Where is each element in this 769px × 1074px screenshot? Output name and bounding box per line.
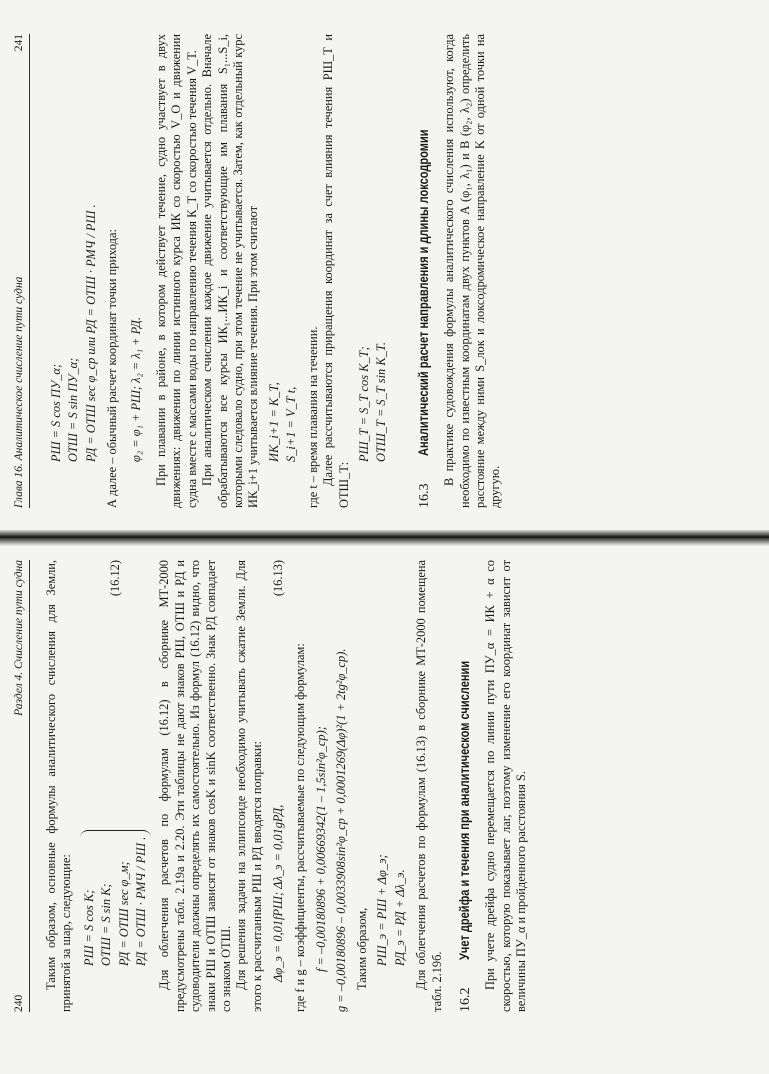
paragraph: Для облегчения расчетов по формулам (16.13) в сборнике МТ-2000 помещена табл. 2.19б. — [414, 560, 444, 1012]
paragraph: При аналитическом счислении каждое движение учитывается отдельно. Вначале обрабатываются все курсы ИК₁...ИК_i и соответствующие им плавания S₁...S_i, которыми следовало судно, при этом течение не учитывается. Затем, как отдельный курс ИК_i+1 учитывается влияние течения. При этом считают — [200, 34, 261, 508]
section-heading — [457, 560, 473, 1012]
left-page-header — [12, 560, 30, 1012]
paragraph: где f и g – коэффициенты, рассчитываемые по следующим формулам: — [292, 643, 307, 1012]
formula-system — [80, 560, 152, 1012]
formula-system — [49, 34, 99, 508]
running-head: Раздел 4. Счисление пути судна — [13, 560, 25, 716]
formula: РШ = S cos K; — [81, 889, 96, 966]
paragraph: где t – время плавания на течении. — [305, 326, 320, 508]
page-number: 240 — [13, 994, 25, 1012]
formula: ОТШ = S sin K; — [99, 883, 114, 966]
formula-system — [267, 34, 300, 508]
paragraph: В практике судовождения формулы аналитического счисления используют, когда необходимо по известным координатам двух пунктов A (φ₁, λ₁) и B (φ₂, λ₂) определить расстояние между ними S_лок и локсодромическое направление K от одной точки на другую. — [442, 34, 503, 508]
formula: РД_э = РД + Δλ_э. — [392, 869, 407, 966]
section-heading — [416, 34, 432, 508]
running-head: Глава 16. Аналитическое счисление пути судна — [13, 276, 25, 508]
section-number: 16.2 — [457, 987, 473, 1012]
formula-system — [357, 34, 390, 508]
formula: g = –0,00180896 – 0,0033908sin²φ_ср + 0,0001269(Δφ)²(1 + 2tg²φ_ср). — [333, 648, 348, 1012]
formula: РД = ОТШ sec φ_м; — [116, 861, 131, 966]
equation-number: (16.12) — [107, 560, 122, 597]
formula: ОТШ_Т = S_Т sin К_Т. — [374, 342, 389, 462]
formula-system — [375, 560, 408, 1012]
page-number: 241 — [13, 34, 25, 52]
formula: S_i+1 = V_Т t, — [284, 386, 299, 462]
left-page — [0, 542, 769, 1074]
formula: РШ = S cos ПУ_α; — [49, 363, 63, 462]
formula-text: Δφ_э = 0,01fРШ; Δλ_э = 0,01gРД, — [271, 804, 286, 982]
paragraph: Таким образом, основные формулы аналитического счисления для Земли, принятой за шар, следующие: — [44, 560, 74, 1012]
paragraph: При учете дрейфа судно перемещается по линии пути ПУ_α = ИК + α со скоростью, которую показывает лаг, поэтому изменение его координат зависит от величины ПУ_α и пройденного расстояния S. — [483, 560, 529, 1012]
formula: РД = ОТШ · РМЧ / РШ . — [134, 836, 149, 966]
formula: f = –0,00180896 + 0,00669342(1 – 1,5sin²φ_ср); — [314, 726, 329, 972]
section-number: 16.3 — [416, 483, 432, 508]
formula: РШ_Т = S_Т cos К_Т; — [356, 346, 371, 462]
equation-number: (16.13) — [271, 560, 286, 597]
right-page — [0, 0, 769, 534]
section-title: Учет дрейфа и течения при аналитическом счислении — [456, 660, 472, 960]
paragraph: Для решения задачи на эллипсоиде необходимо учитывать сжатие Земли. Для этого к рассчитанным РШ и РД вводятся поправки: — [234, 560, 264, 1012]
paragraph: Для облегчения расчетов по формулам (16.12) в сборнике МТ-2000 предусмотрены табл. 2.19а и 2.20. Эти таблицы не дают знаков РШ, ОТШ и РД и судоводители должны определять их самостоятельно. Из формул (16.12) видно, что знаки РШ и ОТШ зависят от знаков cosK и sinK соответственно. Знак РД совпадает со знаком ОТШ. — [157, 560, 234, 1012]
formula: ОТШ = S sin ПУ_α; — [66, 357, 81, 462]
paragraph: При плавании в районе, в котором действует течение, судно участвует в двух движениях: движении по линии истинного курса ИК со скоростью V_О и движении судна вместе с массами воды по направлению течения К_Т со скоростью течения V_Т. — [154, 34, 199, 508]
paragraph: Далее рассчитываются приращения координат за счет влияния течения РШ_Т и ОТШ_Т: — [321, 34, 351, 508]
formula: РШ_э = РШ + Δφ_э; — [375, 854, 390, 966]
formula: φ₂ = φ₁ + РШ; λ₂ = λ₁ + РД. — [128, 317, 143, 462]
formula: ИК_i+1 = К_Т, — [266, 382, 281, 462]
section-title: Аналитический расчет направления и длины локсодромии — [415, 129, 431, 456]
formula: РД = ОТШ sec φ_ср или РД = ОТШ · РМЧ / РШ . — [83, 204, 98, 462]
right-page-header — [12, 34, 30, 508]
paragraph: А далее – обычный расчет координат точки прихода: — [105, 229, 120, 508]
paragraph: Таким образом, — [354, 907, 369, 990]
formula — [271, 560, 286, 982]
